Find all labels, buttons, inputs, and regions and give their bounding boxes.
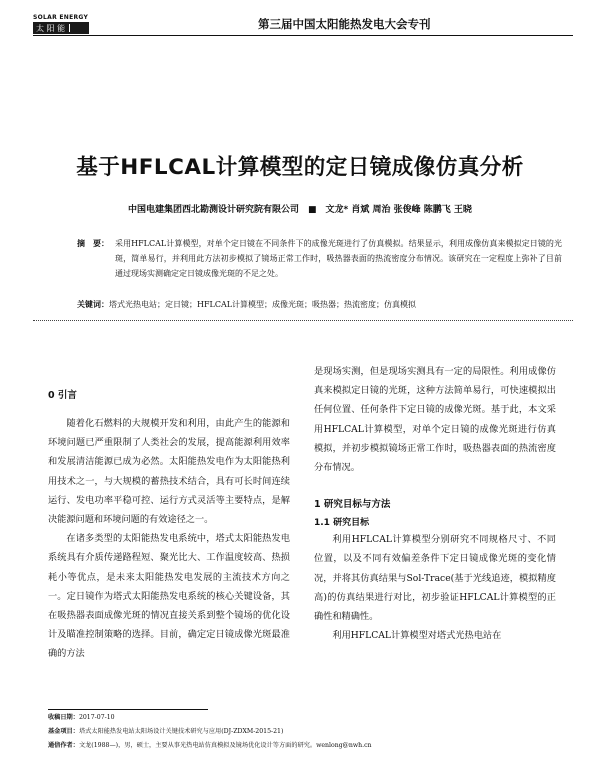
author-line: 中国电建集团西北勘测设计研究院有限公司 ■ 文龙* 肖斌 周治 张俊峰 陈鹏飞 王晓 bbox=[128, 205, 472, 215]
journal-logo-chinese: 太 阳 能 bbox=[36, 23, 66, 33]
intro-paragraph-2: 在诸多类型的太阳能热发电系统中，塔式太阳能热发电系统具有介质传递路程短、聚光比大、工作温度较高、热损耗小等优点，是未来太阳能热发电发展的主流技术方向之一。定日镜作为塔式太阳能热发电系统的核心关键设备，其在吸热器表面成像光斑的情况直接关系到整个镜场的优化设计及瞄准控制策略的选择。目前，确定定日镜成像光斑最准确的方法 bbox=[48, 533, 290, 660]
footnote-author: 通信作者：文龙(1988—)，男，硕士，主要从事光热电站仿真模拟及镜场优化设计等方面的研究。wenlong@nwh.cn bbox=[48, 742, 372, 749]
section-0-heading: 0 引言 bbox=[48, 390, 77, 401]
abstract-label: 摘 要： bbox=[77, 239, 109, 248]
left-column bbox=[48, 388, 290, 664]
journal-logo bbox=[33, 22, 89, 34]
section-1-1-heading: 1.1 研究目标 bbox=[314, 518, 370, 529]
header-rule bbox=[33, 35, 573, 36]
intro-paragraph-continued: 是现场实测，但是现场实测具有一定的局限性。利用成像仿真来模拟定日镜的光斑，这种方法简单易行，可快速模拟出任何位置、任何条件下定日镜的成像光斑。基于此，本文采用HFLCAL计算模型，对单个定日镜的成像光斑进行仿真模拟，并初步模拟镜场正常工作时，吸热器表面的热流密度分布情况。 bbox=[314, 366, 556, 474]
keywords-label: 关键词： bbox=[77, 300, 109, 309]
research-goal-paragraph: 利用HFLCAL计算模型分别研究不同规格尺寸、不同位置，以及不同有效偏差条件下定日镜成像光斑的变化情况，并将其仿真结果与Sol-Trace(基于光线追迹，模拟精度高)的仿真结果进行对比，初步验证HFLCAL计算模型的正确性和精确性。 bbox=[314, 534, 556, 623]
keywords-block bbox=[77, 297, 562, 312]
logo-divider bbox=[69, 24, 70, 32]
section-1-heading: 1 研究目标与方法 bbox=[314, 499, 391, 511]
footnote-received: 收稿日期：2017-07-10 bbox=[48, 714, 115, 721]
keywords-text: 塔式光热电站；定日镜；HFLCAL计算模型；成像光斑；吸热器；热流密度；仿真模拟 bbox=[109, 300, 417, 309]
right-column bbox=[314, 362, 556, 645]
abstract-block bbox=[77, 236, 562, 281]
intro-paragraph-1: 随着化石燃料的大规模开发和利用，由此产生的能源和环境问题已严重限制了人类社会的发展，提高能源利用效率和发展清洁能源已成为必然。太阳能热发电作为太阳能热利用技术之一，与大规模的蓄热技术结合，具有可长时间连续运行、发电功率平稳可控、运行方式灵活等主要特点，是解决能源问题和环境问题的有效途径之一。 bbox=[48, 418, 290, 526]
abstract-text: 采用HFLCAL计算模型，对单个定日镜在不同条件下的成像光斑进行了仿真模拟。结果显示，利用成像仿真来模拟定日镜的光斑，简单易行，并利用此方法初步模拟了镜场正常工作时，吸热器表面的热流密度分布情况。该研究在一定程度上弥补了目前通过现场实测确定定日镜成像光斑的不足之处。 bbox=[115, 239, 562, 278]
method-paragraph-start: 利用HFLCAL计算模型对塔式光热电站在 bbox=[332, 630, 502, 642]
journal-issue-title: 第三届中国太阳能热发电大会专刊 bbox=[258, 17, 431, 31]
abstract-divider bbox=[33, 320, 573, 321]
footnote-rule bbox=[48, 709, 208, 710]
article-title: 基于HFLCAL计算模型的定日镜成像仿真分析 bbox=[76, 155, 524, 180]
journal-logo-english: SOLAR ENERGY bbox=[33, 14, 89, 21]
footnote-fund: 基金项目：塔式太阳能热发电站太阳场设计关键技术研究与应用(DJ-ZDXM-2015-21) bbox=[48, 728, 284, 735]
